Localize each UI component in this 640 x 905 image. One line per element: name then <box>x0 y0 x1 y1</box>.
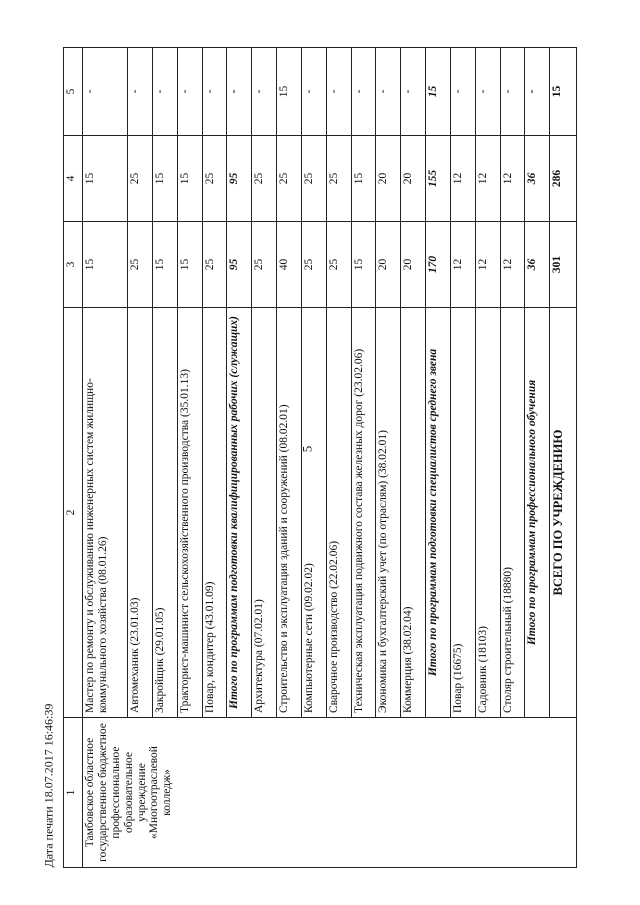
cell-col-5: - <box>401 48 426 136</box>
cell-col-4: 15 <box>83 136 128 222</box>
header-col-3: 3 <box>64 222 83 308</box>
cell-col-4: 12 <box>500 136 525 222</box>
cell-col-4: 25 <box>127 136 152 222</box>
program-name: Тракторист-машинист сельскохозяйственного производства (35.01.13) <box>177 308 202 718</box>
cell-col-5: - <box>376 48 401 136</box>
cell-col-4: 15 <box>152 136 177 222</box>
program-name: Компьютерные сети (09.02.02) <box>301 308 326 718</box>
cell-col-3: 40 <box>277 222 302 308</box>
header-col-2: 2 <box>64 308 83 718</box>
header-row <box>64 48 83 868</box>
program-name: Столяр строительный (18880) <box>500 308 525 718</box>
cell-col-4: 15 <box>177 136 202 222</box>
program-name: ВСЕГО ПО УЧРЕЖДЕНИЮ <box>550 308 577 718</box>
cell-col-4: 25 <box>301 136 326 222</box>
cell-col-3: 301 <box>550 222 577 308</box>
cell-col-5: - <box>83 48 128 136</box>
admission-table-sheet <box>63 48 577 868</box>
page-number: 5 <box>299 445 315 453</box>
cell-col-3: 12 <box>500 222 525 308</box>
cell-col-3: 25 <box>252 222 277 308</box>
cell-col-5: - <box>177 48 202 136</box>
cell-col-5: - <box>202 48 227 136</box>
cell-col-3: 12 <box>475 222 500 308</box>
cell-col-5: - <box>252 48 277 136</box>
cell-col-3: 15 <box>152 222 177 308</box>
cell-col-3: 12 <box>450 222 475 308</box>
cell-col-5: - <box>152 48 177 136</box>
cell-col-3: 20 <box>376 222 401 308</box>
program-name: Повар, кондитер (43.01.09) <box>202 308 227 718</box>
cell-col-3: 15 <box>177 222 202 308</box>
cell-col-4: 25 <box>326 136 351 222</box>
header-col-4: 4 <box>64 136 83 222</box>
program-name: Экономика и бухгалтерский учет (по отраслям) (38.02.01) <box>376 308 401 718</box>
cell-col-5: - <box>450 48 475 136</box>
print-date: Дата печати 18.07.2017 16:46:39 <box>41 703 56 868</box>
cell-col-4: 20 <box>376 136 401 222</box>
cell-col-4: 155 <box>426 136 451 222</box>
program-name: Мастер по ремонту и обслуживанию инженерных систем жилищно-коммунального хозяйства (08.01.26) <box>83 308 128 718</box>
program-name: Закройщик (29.01.05) <box>152 308 177 718</box>
program-name: Садовник (18103) <box>475 308 500 718</box>
program-name: Итого по программам профессионального обучения <box>525 308 550 718</box>
cell-col-5: - <box>351 48 376 136</box>
program-name: Архитектура (07.02.01) <box>252 308 277 718</box>
cell-col-5: 15 <box>550 48 577 136</box>
cell-col-4: 15 <box>351 136 376 222</box>
program-name: Коммерция (38.02.04) <box>401 308 426 718</box>
cell-col-3: 15 <box>351 222 376 308</box>
cell-col-5: - <box>301 48 326 136</box>
cell-col-3: 170 <box>426 222 451 308</box>
program-name: Повар (16675) <box>450 308 475 718</box>
admission-table <box>63 47 577 868</box>
cell-col-3: 25 <box>301 222 326 308</box>
cell-col-4: 95 <box>227 136 252 222</box>
cell-col-3: 20 <box>401 222 426 308</box>
cell-col-4: 25 <box>277 136 302 222</box>
header-col-5: 5 <box>64 48 83 136</box>
cell-col-3: 15 <box>83 222 128 308</box>
cell-col-4: 12 <box>450 136 475 222</box>
cell-col-5: - <box>326 48 351 136</box>
cell-col-5: - <box>127 48 152 136</box>
program-name: Строительство и эксплуатация зданий и сооружений (08.02.01) <box>277 308 302 718</box>
organization-name: Тамбовское областное государственное бюджетное профессиональное образовательное учреждение «Многоотраслевой колледж» <box>83 718 577 868</box>
header-col-1: 1 <box>64 718 83 868</box>
cell-col-4: 20 <box>401 136 426 222</box>
cell-col-5: 15 <box>277 48 302 136</box>
cell-col-5: 15 <box>426 48 451 136</box>
cell-col-4: 286 <box>550 136 577 222</box>
program-name: Автомеханик (23.01.03) <box>127 308 152 718</box>
cell-col-3: 25 <box>127 222 152 308</box>
cell-col-4: 36 <box>525 136 550 222</box>
program-name: Итого по программам подготовки квалифицированных рабочих (служащих) <box>227 308 252 718</box>
cell-col-4: 25 <box>252 136 277 222</box>
program-name: Сварочное производство (22.02.06) <box>326 308 351 718</box>
cell-col-3: 25 <box>202 222 227 308</box>
cell-col-5: - <box>525 48 550 136</box>
table-row <box>83 48 128 868</box>
program-name: Техническая эксплуатация подвижного состава железных дорог (23.02.06) <box>351 308 376 718</box>
cell-col-5: - <box>500 48 525 136</box>
cell-col-5: - <box>227 48 252 136</box>
cell-col-3: 25 <box>326 222 351 308</box>
cell-col-5: - <box>475 48 500 136</box>
cell-col-4: 12 <box>475 136 500 222</box>
cell-col-3: 95 <box>227 222 252 308</box>
cell-col-3: 36 <box>525 222 550 308</box>
program-name: Итого по программам подготовки специалистов среднего звена <box>426 308 451 718</box>
cell-col-4: 25 <box>202 136 227 222</box>
